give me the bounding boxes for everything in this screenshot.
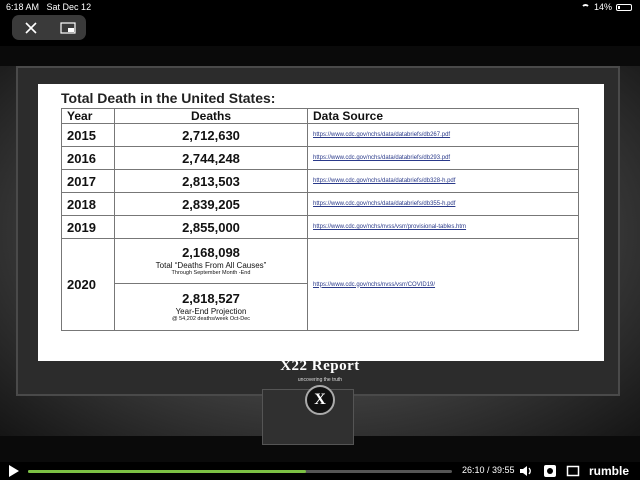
slide-title: Total Death in the United States: — [61, 90, 276, 106]
year-cell: 2018 — [62, 193, 115, 216]
table-row — [62, 124, 579, 147]
settings-icon[interactable] — [543, 464, 557, 478]
video-frame[interactable] — [0, 46, 640, 462]
table-row — [62, 147, 579, 170]
deaths-partial-label: Total “Deaths From All Causes” — [155, 260, 267, 270]
close-icon — [25, 22, 37, 34]
header-source: Data Source — [308, 109, 579, 124]
deaths-cell: 2,712,630 — [115, 124, 308, 147]
source-link: https://www.cdc.gov/nchs/data/databriefs/db267.pdf — [308, 124, 579, 147]
deaths-cell: 2,855,000 — [115, 216, 308, 239]
status-time-date — [6, 0, 91, 14]
deaths-cell: 2,839,205 — [115, 193, 308, 216]
year-cell: 2015 — [62, 124, 115, 147]
header-year: Year — [62, 109, 115, 124]
year-cell: 2017 — [62, 170, 115, 193]
deaths-projection-value: 2,818,527 — [182, 290, 240, 306]
status-time: 6:18 AM — [6, 2, 40, 12]
status-bar — [0, 0, 640, 14]
deaths-cell: 2,744,248 — [115, 147, 308, 170]
status-indicators — [581, 0, 632, 14]
brand-name: X22 Report — [280, 358, 360, 374]
deaths-projection-cell — [115, 284, 308, 331]
brand-tagline: uncovering the truth — [297, 377, 343, 383]
deaths-partial-cell — [115, 239, 308, 284]
year-cell: 2019 — [62, 216, 115, 239]
deaths-cell: 2,813,503 — [115, 170, 308, 193]
battery-fill — [618, 6, 620, 9]
picture-in-picture-button[interactable] — [49, 15, 86, 40]
table-row — [62, 193, 579, 216]
deaths-projection-note: @ 54,202 deaths/week Oct-Dec — [171, 315, 251, 322]
battery-icon — [616, 4, 632, 11]
status-date: Sat Dec 12 — [46, 2, 92, 12]
source-link: https://www.cdc.gov/nchs/data/databriefs/db293.pdf — [308, 147, 579, 170]
deaths-table — [61, 108, 579, 331]
time-display: 26:10 / 39:55 — [462, 465, 515, 475]
table-row — [62, 170, 579, 193]
progress-fill — [28, 470, 306, 473]
source-link: https://www.cdc.gov/nchs/data/databriefs/db328-h.pdf — [308, 170, 579, 193]
battery-percent: 14% — [593, 2, 612, 12]
volume-icon[interactable] — [519, 464, 533, 478]
year-cell: 2016 — [62, 147, 115, 170]
header-deaths: Deaths — [115, 109, 308, 124]
year-cell: 2020 — [62, 239, 115, 331]
player-controls — [0, 462, 640, 480]
picture-in-picture-icon — [60, 22, 76, 34]
source-link: https://www.cdc.gov/nchs/data/databriefs/db355-h.pdf — [308, 193, 579, 216]
table-row-2020-partial — [62, 239, 579, 284]
deaths-partial-note: Through September Month -End — [171, 269, 251, 276]
source-link: https://www.cdc.gov/nchs/nvss/vsrr/provisional-tables.htm — [308, 216, 579, 239]
progress-bar[interactable] — [28, 470, 452, 473]
play-icon[interactable] — [9, 465, 19, 477]
slide — [38, 84, 604, 361]
close-button[interactable] — [12, 15, 49, 40]
table-row — [62, 216, 579, 239]
deaths-projection-label: Year-End Projection — [175, 306, 247, 316]
deaths-partial-value: 2,168,098 — [182, 244, 240, 260]
fullscreen-icon[interactable] — [566, 464, 580, 478]
x22-logo: X — [305, 385, 335, 415]
source-link: https://www.cdc.gov/nchs/nvss/vsrr/COVID19/ — [308, 239, 579, 331]
wifi-icon — [581, 4, 590, 11]
table-header-row — [62, 109, 579, 124]
rumble-logo[interactable]: rumble — [589, 464, 630, 478]
pip-controls — [12, 15, 86, 40]
monitor-frame — [16, 66, 620, 396]
